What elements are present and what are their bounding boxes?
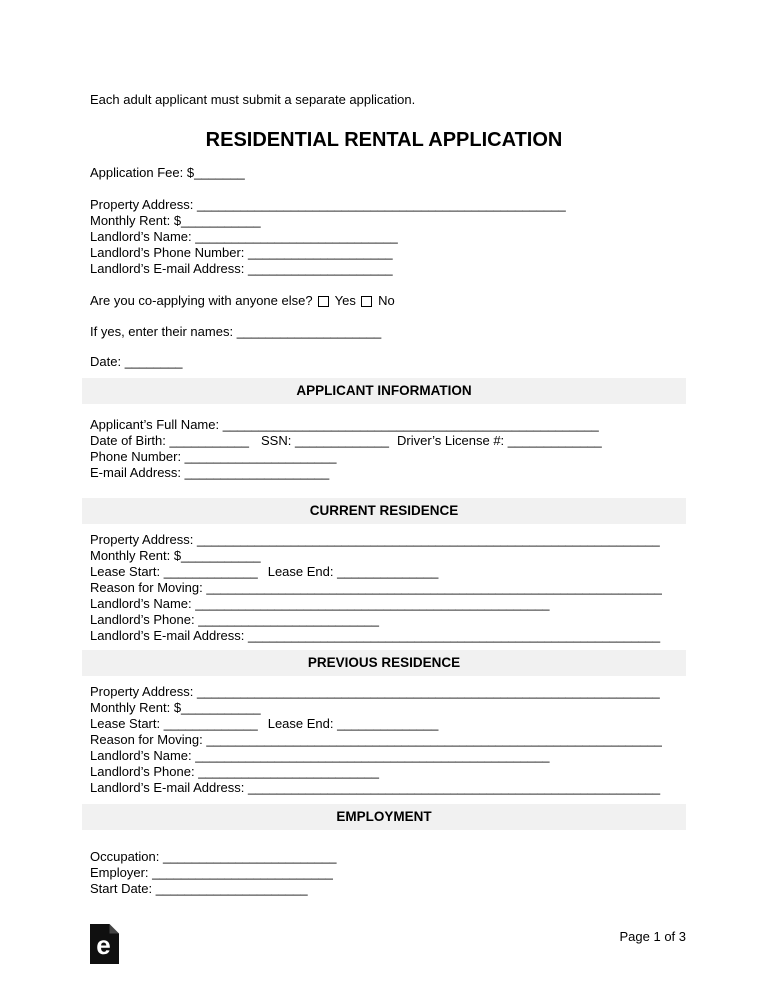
current-landlord-email-label: Landlord’s E-mail Address: <box>90 628 249 643</box>
landlord-email-label: Landlord’s E-mail Address: <box>90 261 249 276</box>
current-landlord-phone-blank[interactable]: _________________________ <box>198 612 379 627</box>
field-previous-landlord-phone <box>82 764 686 780</box>
previous-reason-for-moving-blank[interactable]: _______________________________________________________________ <box>206 732 662 747</box>
section-header-applicant-information: APPLICANT INFORMATION <box>82 378 686 404</box>
page-number: Page 1 of 3 <box>619 929 686 944</box>
drivers-license-blank[interactable]: _____________ <box>507 433 602 448</box>
page-content <box>82 0 686 897</box>
application-fee-blank[interactable]: _______ <box>194 165 245 180</box>
date-blank[interactable]: ________ <box>124 354 183 369</box>
field-landlord-email <box>82 261 686 277</box>
field-previous-reason-for-moving <box>82 732 686 748</box>
property-info-block <box>82 197 686 277</box>
ssn-label: SSN: <box>261 433 295 448</box>
field-previous-lease-dates <box>82 716 686 732</box>
monthly-rent-blank[interactable]: ___________ <box>181 213 261 228</box>
start-date-label: Start Date: <box>90 881 156 896</box>
current-landlord-name-label: Landlord’s Name: <box>90 596 196 611</box>
field-applicant-full-name <box>82 417 686 433</box>
previous-property-address-label: Property Address: <box>90 684 197 699</box>
field-current-landlord-name <box>82 596 686 612</box>
previous-reason-for-moving-label: Reason for Moving: <box>90 732 207 747</box>
phone-number-label: Phone Number: <box>90 449 185 464</box>
applicant-full-name-label: Applicant’s Full Name: <box>90 417 223 432</box>
co-applicant-names-blank[interactable]: ____________________ <box>236 324 382 339</box>
yes-checkbox[interactable] <box>318 296 329 307</box>
monthly-rent-label: Monthly Rent: $ <box>90 213 182 228</box>
previous-lease-end-label: Lease End: <box>267 716 338 731</box>
date-label: Date: <box>90 354 125 369</box>
field-co-applicant-names <box>82 324 686 340</box>
field-occupation <box>82 849 686 865</box>
phone-number-blank[interactable]: _____________________ <box>184 449 337 464</box>
application-fee-label: Application Fee: $ <box>90 165 195 180</box>
field-property-address <box>82 197 686 213</box>
field-co-applying <box>82 293 686 309</box>
previous-landlord-phone-label: Landlord’s Phone: <box>90 764 199 779</box>
section-header-previous-residence: PREVIOUS RESIDENCE <box>82 650 686 676</box>
current-property-address-label: Property Address: <box>90 532 197 547</box>
previous-monthly-rent-blank[interactable]: ___________ <box>181 700 261 715</box>
landlord-phone-number-blank[interactable]: ____________________ <box>248 245 393 260</box>
landlord-name-label: Landlord’s Name: <box>90 229 196 244</box>
previous-property-address-blank[interactable]: ________________________________________________________________ <box>196 684 660 699</box>
previous-landlord-name-blank[interactable]: _________________________________________________ <box>195 748 550 763</box>
field-previous-monthly-rent <box>82 700 686 716</box>
field-previous-landlord-email <box>82 780 686 796</box>
previous-monthly-rent-label: Monthly Rent: $ <box>90 700 182 715</box>
current-lease-start-label: Lease Start: <box>90 564 164 579</box>
email-address-blank[interactable]: ____________________ <box>184 465 330 480</box>
current-monthly-rent-label: Monthly Rent: $ <box>90 548 182 563</box>
field-start-date <box>82 881 686 897</box>
previous-lease-start-blank[interactable]: _____________ <box>163 716 258 731</box>
field-previous-landlord-name <box>82 748 686 764</box>
property-address-label: Property Address: <box>90 197 197 212</box>
occupation-label: Occupation: <box>90 849 163 864</box>
section-header-current-residence: CURRENT RESIDENCE <box>82 498 686 524</box>
field-current-reason-for-moving <box>82 580 686 596</box>
field-phone-number <box>82 449 686 465</box>
current-reason-for-moving-label: Reason for Moving: <box>90 580 207 595</box>
current-residence-block <box>82 532 686 644</box>
field-email-address <box>82 465 686 481</box>
current-lease-end-blank[interactable]: ______________ <box>337 564 439 579</box>
field-current-property-address <box>82 532 686 548</box>
previous-landlord-email-label: Landlord’s E-mail Address: <box>90 780 249 795</box>
current-reason-for-moving-blank[interactable]: _______________________________________________________________ <box>206 580 662 595</box>
start-date-blank[interactable]: _____________________ <box>155 881 308 896</box>
separate-application-note: Each adult applicant must submit a separate application. <box>90 92 416 107</box>
previous-lease-start-label: Lease Start: <box>90 716 164 731</box>
landlord-email-blank[interactable]: ____________________ <box>248 261 393 276</box>
field-dob-ssn-license <box>82 433 686 449</box>
current-property-address-blank[interactable]: ________________________________________________________________ <box>196 532 660 547</box>
field-landlord-phone-number <box>82 245 686 261</box>
current-landlord-name-blank[interactable]: _________________________________________________ <box>195 596 550 611</box>
current-landlord-email-blank[interactable]: _________________________________________________________ <box>248 628 661 643</box>
section-header-employment: EMPLOYMENT <box>82 804 686 830</box>
no-checkbox-label: No <box>378 293 395 308</box>
field-application-fee <box>82 165 686 181</box>
field-current-monthly-rent <box>82 548 686 564</box>
previous-lease-end-blank[interactable]: ______________ <box>337 716 439 731</box>
landlord-phone-number-label: Landlord’s Phone Number: <box>90 245 249 260</box>
co-applicant-names-label: If yes, enter their names: <box>90 324 237 339</box>
current-landlord-phone-label: Landlord’s Phone: <box>90 612 199 627</box>
field-date <box>82 354 686 370</box>
field-current-landlord-email <box>82 628 686 644</box>
current-lease-end-label: Lease End: <box>267 564 338 579</box>
field-current-landlord-phone <box>82 612 686 628</box>
applicant-full-name-blank[interactable]: ____________________________________________________ <box>222 417 599 432</box>
ssn-blank[interactable]: _____________ <box>294 433 389 448</box>
applicant-information-block <box>82 417 686 481</box>
date-of-birth-blank[interactable]: ___________ <box>169 433 250 448</box>
previous-landlord-name-label: Landlord’s Name: <box>90 748 196 763</box>
drivers-license-label: Driver’s License #: <box>396 433 508 448</box>
property-address-blank[interactable]: ___________________________________________________ <box>196 197 566 212</box>
date-of-birth-label: Date of Birth: <box>90 433 170 448</box>
field-previous-property-address <box>82 684 686 700</box>
employer-label: Employer: <box>90 865 153 880</box>
field-landlord-name <box>82 229 686 245</box>
field-employer <box>82 865 686 881</box>
email-address-label: E-mail Address: <box>90 465 185 480</box>
yes-checkbox-label: Yes <box>334 293 356 308</box>
page-title: RESIDENTIAL RENTAL APPLICATION <box>205 129 563 151</box>
previous-landlord-email-blank[interactable]: _________________________________________________________ <box>248 780 661 795</box>
co-applying-question: Are you co-applying with anyone else? <box>90 293 313 308</box>
landlord-name-blank[interactable]: ____________________________ <box>195 229 398 244</box>
previous-landlord-phone-blank[interactable]: _________________________ <box>198 764 379 779</box>
eforms-logo-icon <box>90 924 119 964</box>
previous-residence-block <box>82 684 686 796</box>
employer-blank[interactable]: _________________________ <box>152 865 333 880</box>
employment-block <box>82 849 686 897</box>
current-lease-start-blank[interactable]: _____________ <box>163 564 258 579</box>
no-checkbox[interactable] <box>361 296 372 307</box>
occupation-blank[interactable]: ________________________ <box>163 849 337 864</box>
current-monthly-rent-blank[interactable]: ___________ <box>181 548 261 563</box>
field-monthly-rent <box>82 213 686 229</box>
field-current-lease-dates <box>82 564 686 580</box>
logo-letter: e <box>96 930 111 960</box>
